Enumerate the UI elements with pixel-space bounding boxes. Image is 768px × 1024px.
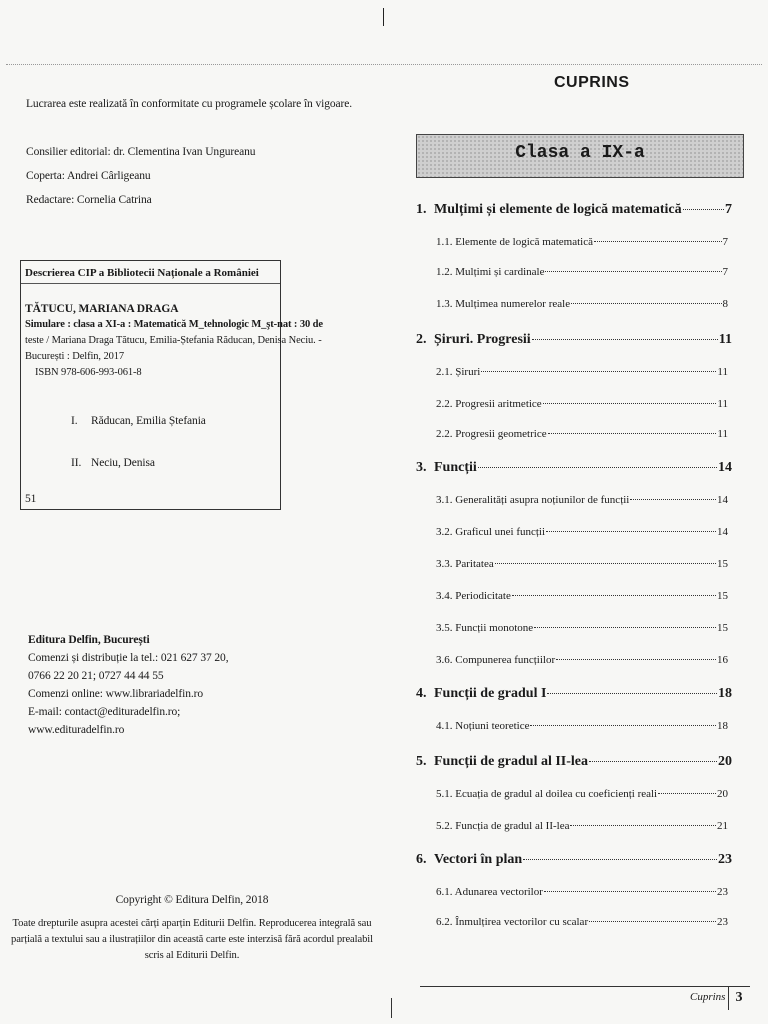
leader-dots [478, 467, 717, 468]
cip-line-1: Simulare : clasa a XI-a : Matematică M_tehnologic M_şt-nat : 30 de [25, 319, 323, 330]
toc-section-title: 2.2. Progresii aritmetice [436, 398, 542, 410]
toc-section-title: 6.2. Înmulțirea vectorilor cu scalar [436, 916, 589, 928]
toc-section[interactable] [436, 266, 728, 278]
leader-dots [589, 761, 717, 762]
toc-section[interactable] [436, 298, 728, 310]
leader-dots [571, 303, 721, 304]
toc-section-title: 2.1. Șiruri [436, 366, 481, 378]
leader-dots [523, 859, 717, 860]
toc-section[interactable] [436, 820, 728, 832]
toc-section[interactable] [436, 526, 728, 538]
toc-section-title: 2.2. Progresii geometrice [436, 428, 547, 440]
toc-section[interactable] [436, 558, 728, 570]
toc-section-title: 6.1. Adunarea vectorilor [436, 886, 543, 898]
toc-page-number: 7 [722, 266, 728, 278]
toc-page-number: 14 [718, 460, 732, 475]
toc-page-number: 23 [717, 916, 728, 928]
rights-line-3: scris al Editurii Delfin. [144, 950, 240, 961]
cip-author: TĂTUCU, MARIANA DRAGA [25, 303, 179, 315]
toc-section[interactable] [436, 236, 728, 248]
toc-page-number: 20 [718, 754, 732, 769]
toc-section[interactable] [436, 654, 728, 666]
class-banner-label: Clasa a IX-a [515, 143, 645, 163]
toc-section-title: 3.1. Generalități asupra noțiunilor de funcții [436, 494, 630, 506]
publisher-phone-2: 0766 22 20 21; 0727 44 44 55 [28, 670, 164, 682]
rights-line-1: Toate drepturile asupra acestei cărți aparțin Editurii Delfin. Reproducerea integrală sau [12, 918, 372, 929]
toc-section-title: 5.2. Funcția de gradul al II-lea [436, 820, 570, 832]
publisher-email: E-mail: contact@edituradelfin.ro; [28, 706, 181, 718]
leader-dots [547, 693, 717, 694]
toc-page-number: 14 [717, 526, 728, 538]
footer-rule [420, 986, 750, 987]
cip-title: Descrierea CIP a Bibliotecii Naționale a României [25, 267, 259, 279]
toc-page-number: 11 [718, 332, 732, 347]
cip-line-3: București : Delfin, 2017 [25, 351, 125, 362]
toc-heading: CUPRINS [554, 74, 630, 91]
toc-page-number: 23 [718, 852, 732, 867]
toc-section[interactable] [436, 886, 728, 898]
toc-chapter[interactable] [416, 460, 732, 476]
toc-chapter-title: Mulțimi și elemente de logică matematică [434, 202, 682, 217]
publisher-website: www.edituradelfin.ro [28, 724, 125, 736]
toc-section-title: 1.1. Elemente de logică matematică [436, 236, 593, 248]
toc-section[interactable] [436, 494, 728, 506]
toc-chapter-title: Funcții de gradul al II-lea [434, 754, 589, 769]
publisher-name: Editura Delfin, București [28, 634, 150, 646]
cip-isbn: ISBN 978-606-993-061-8 [35, 367, 142, 378]
cip-box [20, 260, 323, 510]
toc-page-number: 11 [717, 366, 728, 378]
publisher-online: Comenzi online: www.librariadelfin.ro [28, 688, 204, 700]
cip-coauthor-2: Neciu, Denisa [91, 457, 155, 469]
cip-divider [21, 283, 280, 284]
toc-page-number: 20 [717, 788, 728, 800]
cover-credit: Coperta: Andrei Cârligeanu [26, 170, 151, 182]
toc-section-title: 5.1. Ecuația de gradul al doilea cu coeficienți reali [436, 788, 658, 800]
toc-chapter-title: Funcții de gradul I [434, 686, 547, 701]
leader-dots [495, 563, 716, 564]
leader-dots [570, 825, 716, 826]
class-banner [416, 134, 744, 178]
toc-page-number: 23 [717, 886, 728, 898]
toc-section[interactable] [436, 720, 728, 732]
toc-chapter-number: 5. [416, 754, 427, 769]
leader-dots [545, 271, 721, 272]
toc-chapter-number: 2. [416, 332, 427, 347]
toc-section[interactable] [436, 398, 728, 410]
leader-dots [683, 209, 724, 210]
toc-section-title: 3.2. Graficul unei funcții [436, 526, 546, 538]
toc-chapter-number: 4. [416, 686, 427, 701]
toc-page-number: 16 [717, 654, 728, 666]
leader-dots [556, 659, 716, 660]
leader-dots [548, 433, 717, 434]
toc-chapter[interactable] [416, 754, 732, 770]
leader-dots [594, 241, 722, 242]
copyright-line: Copyright © Editura Delfin, 2018 [115, 894, 269, 906]
toc-chapter[interactable] [416, 202, 732, 218]
cip-coauthor-2-num: II. [71, 457, 82, 469]
toc-section[interactable] [436, 788, 728, 800]
toc-page-number: 14 [717, 494, 728, 506]
toc-section[interactable] [436, 916, 728, 928]
toc-section-title: 4.1. Noțiuni teoretice [436, 720, 530, 732]
toc-section-title: 3.6. Compunerea funcțiilor [436, 654, 556, 666]
leader-dots [630, 499, 716, 500]
leader-dots [658, 793, 716, 794]
cip-line-2: teste / Mariana Draga Tătucu, Emilia-Ștefania Răducan, Denisa Neciu. - [25, 335, 322, 346]
editorial-advisor: Consilier editorial: dr. Clementina Ivan Ungureanu [26, 146, 256, 158]
toc-chapter-number: 6. [416, 852, 427, 867]
toc-page-number: 11 [717, 428, 728, 440]
leader-dots [532, 339, 718, 340]
footer-section-label: Cuprins [690, 991, 726, 1003]
toc-page-number: 7 [722, 236, 728, 248]
toc-chapter-title: Vectori în plan [434, 852, 523, 867]
toc-chapter-number: 3. [416, 460, 427, 475]
toc-chapter[interactable] [416, 686, 732, 702]
toc-chapter[interactable] [416, 852, 732, 868]
leader-dots [512, 595, 716, 596]
toc-chapter-title: Șiruri. Progresii [434, 332, 531, 347]
toc-section[interactable] [436, 622, 728, 634]
toc-page-number: 15 [717, 558, 728, 570]
leader-dots [544, 891, 716, 892]
cip-code: 51 [25, 493, 37, 505]
toc-chapter-number: 1. [416, 202, 427, 217]
redaction-credit: Redactare: Cornelia Catrina [26, 194, 152, 206]
toc-section-title: 1.3. Mulțimea numerelor reale [436, 298, 571, 310]
rights-line-2: parțială a textului sau a ilustrațiilor din această carte este interzisă fără acordul prealabil [11, 934, 373, 945]
toc-page-number: 15 [717, 590, 728, 602]
toc-section-title: 3.3. Paritatea [436, 558, 494, 570]
cip-coauthor-1: Răducan, Emilia Ștefania [91, 415, 206, 427]
toc-chapter[interactable] [416, 332, 732, 348]
toc-section-title: 1.2. Mulțimi și cardinale [436, 266, 545, 278]
toc-page-number: 15 [717, 622, 728, 634]
toc-section[interactable] [436, 428, 728, 440]
toc-page-number: 21 [717, 820, 728, 832]
toc-page-number: 18 [717, 720, 728, 732]
leader-dots [481, 371, 716, 372]
toc-page-number: 18 [718, 686, 732, 701]
conformity-note: Lucrarea este realizată în conformitate cu programele școlare în vigoare. [26, 98, 353, 110]
toc-section[interactable] [436, 366, 728, 378]
toc-chapter-title: Funcții [434, 460, 477, 475]
toc-section[interactable] [436, 590, 728, 602]
leader-dots [543, 403, 717, 404]
toc-section-title: 3.4. Periodicitate [436, 590, 511, 602]
toc-page-number: 7 [725, 202, 732, 217]
leader-dots [589, 921, 716, 922]
page-number: 3 [728, 986, 749, 1010]
toc-page-number: 11 [717, 398, 728, 410]
toc-page-number: 8 [722, 298, 728, 310]
cip-coauthor-1-num: I. [71, 415, 78, 427]
leader-dots [546, 531, 716, 532]
leader-dots [534, 627, 716, 628]
binding-mark-bottom [391, 998, 392, 1018]
leader-dots [530, 725, 716, 726]
toc-section-title: 3.5. Funcții monotone [436, 622, 534, 634]
publisher-phone-1: Comenzi și distribuție la tel.: 021 627 37 20, [28, 652, 229, 664]
